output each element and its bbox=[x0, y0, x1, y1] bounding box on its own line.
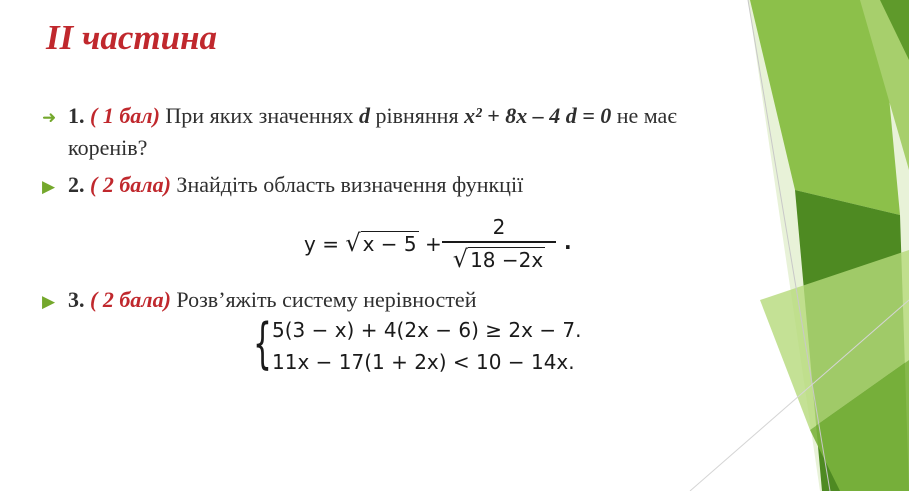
slide-title: II частина bbox=[46, 18, 218, 57]
fraction-numerator: 2 bbox=[492, 215, 506, 239]
sqrt-icon: √ bbox=[452, 245, 469, 273]
task-3-points: ( 2 бала) bbox=[90, 287, 171, 312]
formula-root-1: x − 5 bbox=[362, 232, 417, 256]
arrow-right-icon: ➜ bbox=[42, 108, 57, 127]
task-2-points: ( 2 бала) bbox=[90, 172, 171, 197]
task-1-text-b: рівняння bbox=[370, 103, 465, 128]
task-2-text: Знайдіть область визначення функції bbox=[170, 172, 524, 197]
task-1-equation: x² + 8x – 4 d = 0 bbox=[464, 103, 612, 128]
task-3-text: Розв’яжіть систему нерівностей bbox=[170, 287, 477, 312]
task-1-text-c: не має bbox=[611, 103, 677, 128]
system-line-1: 5(3 − x) + 4(2x − 6) ≥ 2x − 7. bbox=[272, 318, 582, 342]
triangle-right-icon: ▶ bbox=[42, 177, 56, 196]
formula-root-2: 18 −2x bbox=[470, 248, 544, 272]
task-2-fraction bbox=[442, 213, 556, 273]
task-2 bbox=[42, 170, 772, 202]
task-3-number: 3. bbox=[68, 287, 85, 312]
task-2-number: 2. bbox=[68, 172, 85, 197]
fraction-denominator bbox=[442, 243, 556, 273]
formula-dot: . bbox=[564, 230, 572, 254]
task-1-points: ( 1 бал) bbox=[90, 103, 160, 128]
system-brace: { bbox=[253, 312, 272, 375]
triangle-right-icon: ▶ bbox=[42, 292, 56, 311]
system-line-2: 11x − 17(1 + 2x) < 10 − 14x. bbox=[272, 350, 575, 374]
task-1-line2: коренів? bbox=[68, 135, 148, 160]
formula-plus: + bbox=[418, 232, 442, 256]
formula-lhs: y = bbox=[304, 232, 346, 256]
task-3 bbox=[42, 285, 772, 317]
sqrt-icon: √ bbox=[345, 229, 361, 257]
task-1-number: 1. bbox=[68, 103, 85, 128]
task-1-text-a: При яких значеннях bbox=[159, 103, 360, 128]
task-2-formula-left bbox=[304, 229, 442, 257]
task-1 bbox=[42, 101, 772, 163]
task-1-var-d: d bbox=[359, 103, 371, 128]
